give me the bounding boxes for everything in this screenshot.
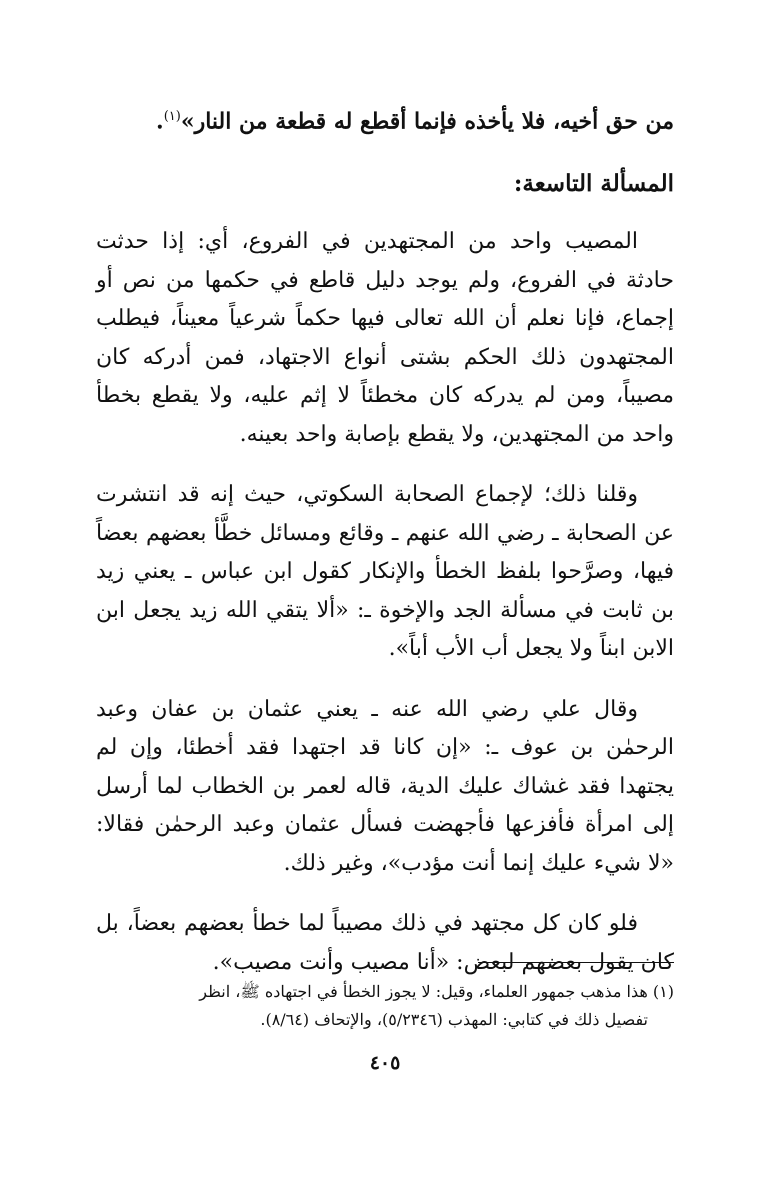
page-number: ٤٠٥ xyxy=(369,1052,401,1074)
intro-end: . xyxy=(156,108,164,135)
paragraph-3: وقال علي رضي الله عنه ـ يعني عثمان بن عفان وعبد الرحمٰن بن عوف ـ: «إن كانا قد اجتهدا فقد أخطئا، وإن لم يجتهدا فقد غشاك عليك الدية، قاله لعمر بن الخطاب لما أرسل إلى امرأة فأفزعها فأجهضت فسأل عثمان وعبد الرحمٰن فقالا: «لا شيء عليك إنما أنت مؤدب»، وغير ذلك. xyxy=(96,696,674,876)
page-body xyxy=(96,98,674,982)
footnote-reference: (١) xyxy=(163,109,181,124)
footnote-divider xyxy=(478,962,674,963)
paragraph-4: فلو كان كل مجتهد في ذلك مصيباً لما خطأ بعضهم بعضاً، بل كان يقول بعضهم لبعض: «أنا مصيب وأنت مصيب». xyxy=(96,911,674,975)
footnote-line-1: هذا مذهب جمهور العلماء، وقيل: لا يجوز الخطأ في اجتهاده ﷺ، انظر xyxy=(199,982,648,1001)
footnote-marker: (١) xyxy=(652,982,674,1001)
footnote xyxy=(96,978,674,1034)
intro-text: من حق أخيه، فلا يأخذه فإنما أقطع له قطعة من النار» xyxy=(180,108,674,135)
paragraph-1: المصيب واحد من المجتهدين في الفروع، أي: إذا حدثت حادثة في الفروع، ولم يوجد دليل قاطع في حكمها من نص أو إجماع، فإنا نعلم أن الله تعالى فيها حكماً شرعياً معيناً، فيطلب المجتهدون ذلك الحكم بشتى أنواع الاجتهاد، فمن أدركه كان مصيباً، ومن لم يدركه كان مخطئاً لا إثم عليه، ولا يقطع بخطأ واحد من المجتهدين، ولا يقطع بإصابة واحد بعينه. xyxy=(96,229,674,447)
section-heading: المسألة التاسعة: xyxy=(513,170,674,198)
paragraph-2: وقلنا ذلك؛ لإجماع الصحابة السكوتي، حيث إنه قد انتشرت عن الصحابة ـ رضي الله عنهم ـ وقائع ومسائل خطَّأ بعضهم بعضاً فيها، وصرَّحوا بلفظ الخطأ والإنكار كقول ابن عباس ـ يعني زيد بن ثابت في مسألة الجد والإخوة ـ: «ألا يتقي الله زيد يجعل ابن الابن ابناً ولا يجعل أب الأب أباً». xyxy=(96,482,674,662)
footnote-line-2: تفصيل ذلك في كتابي: المهذب (٥/٢٣٤٦)، والإتحاف (٨/٦٤). xyxy=(260,1010,648,1029)
intro-line xyxy=(96,98,674,140)
